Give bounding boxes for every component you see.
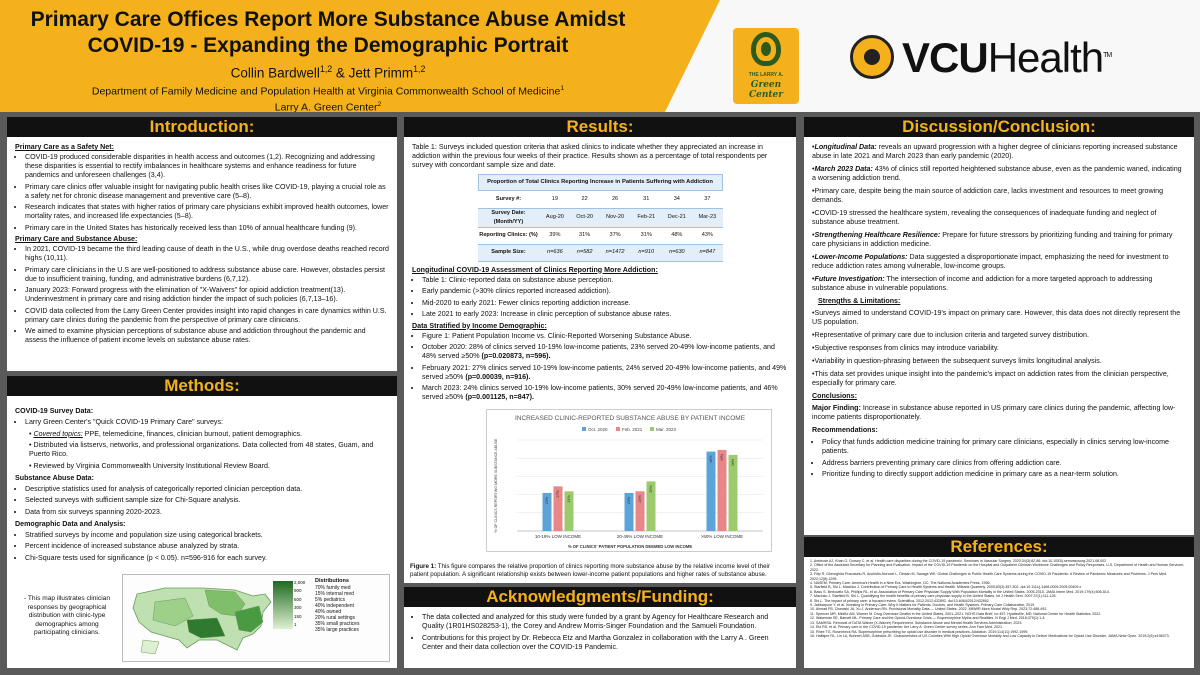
discussion-point-text: COVID-19 stressed the healthcare system, revealing the consequences of inadequate funding and neglect of substance abuse treatment. — [812, 209, 1157, 226]
reference-item: 13. SAMHSA. Removal of DATA Waiver (X-Waiver) Requirement. Substance Abuse and Mental Health Services Administration; 2023. — [810, 620, 1023, 625]
list-item: • Contributions for this project by Dr. Rebecca Etz and Martha Gonzalez in collaboration with the Larry A . Green Center and their data collection over the COVID-19 Pandemic. — [422, 634, 788, 652]
stratified-subheading: Data Stratified by Income Demographic: — [412, 321, 547, 330]
strength-item: •Representative of primary care due to inclusion criteria and targeted survey distribution. — [812, 331, 1089, 339]
list-item: • January 2023: Forward progress with the elimination of "X-Waivers" for opioid addiction treatment(13). Underinvestment in primary care and rising addiction hinder the impact of such policies (6,7,13–16). — [25, 286, 389, 304]
chart-title: INCREASED CLINIC-REPORTED SUBSTANCE ABUSE BY PATIENT INCOME — [514, 415, 746, 422]
x-tick-label: 10-19% LOW INCOME — [534, 534, 582, 539]
list-item: • February 2021: 27% clinics served 10-19% low-income patients, 24% served 20-49% low-income patients, and 49% served ≥50% (p=0.00039, n=916). — [422, 364, 788, 382]
discussion-panel — [804, 117, 1194, 535]
legend-label: Oct. 2020 — [588, 427, 608, 432]
list-item: • Research indicates that states with higher ratios of primary care physicians exhibit improved health outcomes, lower mortality rates, and increased life expectancies (5–8). — [25, 203, 389, 221]
reference-item: 8. Shi L. The impact of primary care: a focused review. Scientifica. 2012;2012:432892. doi:10.6064/2012/432892 — [810, 598, 989, 603]
strength-item-text: Surveys aimed to understand COVID-19's impact on primary care. However, this data does not directly represent the US population. — [812, 309, 1181, 326]
table-cell: n=910 — [631, 244, 661, 261]
affiliation-1: Department of Family Medicine and Population Health at Virginia Commonwealth School of Medicine$^1$ — [91, 84, 565, 97]
list-item: • Address barriers preventing primary care clinics from offering addiction care. — [822, 459, 1186, 468]
references-list — [804, 557, 1194, 640]
table-row — [478, 227, 723, 244]
x-axis-label: % OF CLINICS' PATIENT POPULATION DEEMED LOW INCOME — [567, 544, 693, 549]
discussion-point-text: Data suggested a disproportionate impact, emphasizing the need for investment to reduce addiction rates among vulnerable, low-income groups. — [812, 253, 1169, 270]
reference-item: 10. Ahmad FB, Cisewski JA, Xu J, Anderson RN. Provisional Mortality Data — United States, 2022. MMWR Morb Mortal Wkly Rep. 2023;72:488-492. — [810, 607, 1048, 612]
acknowledgments-panel — [404, 587, 796, 668]
header-gold-angle — [665, 0, 720, 112]
table-cell: Mar-23 — [692, 208, 722, 227]
table-row-label: Sample Size: — [478, 244, 540, 261]
reference-item: 12. Wakeman SE, Barnett ML. Primary Care and the Opioid-Overdose Crisis — Buprenorphine Myths and Realities. N Engl J Med. 2018;379(1):1-4. — [810, 616, 1046, 621]
table-cell: 31% — [631, 227, 661, 244]
list-item: • Table 1: Clinic-reported data on substance abuse perception. — [422, 276, 788, 285]
map-scale-labels: 2,000 900 600 300 150 1 — [294, 580, 306, 628]
list-item: • Primary care clinicians in the U.S are well-positioned to address substance abuse care. However, obstacles persist due to insufficient training, funding, and administrative burdens (6,7,12). — [25, 266, 389, 284]
legend-label: Mar. 2023 — [656, 427, 677, 432]
list-item: • In 2021, COVID-19 became the third leading cause of death in the U.S., while drug overdose deaths reached record highs (10,11). — [25, 245, 389, 263]
list-item: • Reviewed by Virginia Commonwealth University Institutional Review Board. — [29, 462, 389, 471]
reference-item: 2. Office of the Assistant Secretary for Planning and Evaluation. Impact of the COVID-19 Pandemic on the Hospital and Outpatient Clinician Workforce Challenges and Policy Responses. U.S. Department of Health and Human Services; 2022. — [810, 563, 1184, 572]
affiliation-2: Larry A. Green Center$^2$ — [274, 101, 382, 112]
strength-item: •Surveys aimed to understand COVID-19's impact on primary care. However, this data does not directly represent the US population. — [812, 309, 1181, 326]
legend-label: Feb. 2021 — [622, 427, 643, 432]
strength-item: •Variability in question-phrasing between the subsequent surveys limits longitudinal analysis. — [812, 357, 1102, 365]
discussion-point: •Strengthening Healthcare Resilience: Prepare for future stressors by prioritizing funding and training for primary care physicians in addiction medicine. — [812, 231, 1173, 248]
list-item: • Mid-2020 to early 2021: Fewer clinics reporting addiction increase. — [422, 299, 788, 308]
methods-subheading-demographic: Demographic Data and Analysis: — [15, 519, 126, 528]
strength-item-text: This data set provides unique insight into the pandemic's impact on addiction rates from the clinician perspective, especially for primary care. — [812, 370, 1169, 387]
discussion-point: •Lower-Income Populations: Data suggested a disproportionate impact, emphasizing the need for investment to reduce addiction rates among vulnerable, low-income groups. — [812, 253, 1169, 270]
methods-subheading-survey: COVID-19 Survey Data: — [15, 407, 94, 415]
list-item: • COVID data collected from the Larry Green Center provides insight into rapid changes in care dynamics within U.S. primary care clinics during the pandemic from the perspective of primary care clinicians. — [25, 307, 389, 325]
list-item: • We aimed to examine physician perceptions of substance abuse and addiction throughout the pandemic and assess the influence of patient income levels on substance abuse rates. — [25, 327, 389, 345]
table-cell: Aug-20 — [540, 208, 571, 227]
table-cell: 39% — [540, 227, 571, 244]
results-panel — [404, 117, 796, 583]
table-row-label: Survey Date: (Month/YY) — [478, 208, 540, 227]
figure-1-caption: Figure 1: This figure compares the relative proportion of clinics reporting more substance abuse by the relative income level of their patient population. A significant relationship exists between lower-income patient populations and higher rates of substance abuse. — [410, 563, 770, 578]
author-2: Jett Primm — [348, 65, 414, 81]
y-axis-label: % OF CLINICS REPORTING MORE SUBSTANCE ABUSE — [494, 438, 498, 533]
intro-subheading-safety-net: Primary Care as a Safety Net: — [15, 143, 114, 151]
bar-data-label: 23% — [545, 496, 549, 505]
table-title: Proportion of Total Clinics Reporting Increase in Patients Suffering with Addiction — [478, 174, 723, 191]
table-cell: n=636 — [540, 244, 571, 261]
strength-item: •This data set provides unique insight into the pandemic's impact on addiction rates from the clinician perspective, especially for primary care. — [812, 370, 1169, 387]
discussion-point: •March 2023 Data: 43% of clinics still reported heightened substance abuse, even as the pandemic waned, indicating a worsening addiction trend. — [812, 165, 1182, 182]
bar-data-label: 30% — [649, 485, 653, 493]
poster-header — [0, 0, 1200, 112]
reference-item: 7. Macinko J, Starfield B, Shi L. Quantifying the health benefits of primary care physician supply in the United States. Int J Health Serv. 2007;37(1):111-126. — [810, 594, 1057, 599]
table-cell: n=1472 — [599, 244, 631, 261]
strengths-subheading: Strengths & Limitations: — [818, 297, 901, 305]
bar-data-label: 24% — [638, 495, 642, 503]
table-cell: n=847 — [692, 244, 722, 261]
table-cell: 37% — [599, 227, 631, 244]
reference-item: 6. Basu S, Berkowitz SA, Phillips RL, et al. Association of Primary Care Physician Supply With Population Mortality in the United States, 2005-2015. JAMA Intern Med. 2019;179(4):506-514. — [810, 589, 1110, 594]
list-item: • Early pandemic (>30% clinics reported increased addiction). — [422, 287, 788, 296]
table-cell: 31 — [631, 191, 661, 208]
discussion-point: •Future Investigation: The intersection of income and addiction for a more targeted approach to addressing substance abuse in vulnerable populations. — [812, 275, 1153, 292]
poster-title-line1: Primary Care Offices Report More Substance Abuse Amidst — [30, 8, 626, 31]
bar-data-label: 23% — [627, 496, 631, 505]
bar-data-label: 46% — [731, 458, 735, 467]
list-item: • March 2023: 24% clinics served 10-19% low-income patients, 30% served 20-49% low-income patients, and 46% served ≥50% (p=0.001125, n=847). — [422, 384, 788, 402]
map-caption: - This map illustrates clinician responses by geographical distribution with clinic-type demographics among participating clinicians. — [24, 595, 110, 636]
reference-item: 5. Starfield B, Shi L, Macinko J. Contribution of Primary Care to Health Systems and Health. Milbank Quarterly. 2005;83(3):457-502. doi:10.1111/j.1468-0009.2005.00409.x — [810, 585, 1082, 590]
list-item: • Primary care in the United States has historically received less than 10% of annual healthcare funding (9). — [25, 224, 389, 233]
discussion-point-text: 43% of clinics still reported heightened substance abuse, even as the pandemic waned, indicating a worsening addiction trend. — [812, 165, 1182, 182]
list-item: • Stratified surveys by income and population size using categorical brackets. — [25, 531, 389, 540]
methods-subheading-substance: Substance Abuse Data: — [15, 473, 94, 482]
author-1: Collin Bardwell — [230, 65, 320, 81]
list-item: • Chi-Square tests used for significance (p < 0.05). n=596-916 for each survey. — [25, 554, 389, 563]
discussion-point-text: Primary care, despite being the main source of addiction care, lacks investment and resources to meet growing demands. — [812, 187, 1164, 204]
reference-item: 3. Filip R, Gheorghita Puscaselu R, Anchidin-Norocel L, Dimian M, Savage WK. Global Challenges to Public Health Care Systems during the COVID-19 Pandemic: A Review of Pandemic Measures and Problems. J Pers Med. 2022;12(8):1295. — [810, 572, 1167, 581]
table-row — [478, 191, 723, 208]
list-item: • Primary care clinics offer valuable insight for navigating public health crises like COVID-19, playing a crucial role as a safety net for chronic disease management and preventive care (5–8). — [25, 183, 389, 201]
reference-item: 14. Etz RS, et al. Primary care in the COVID-19 pandemic: the Larry A. Green Center survey series. Ann Fam Med. 2021. — [810, 625, 1003, 630]
us-map-figure — [122, 574, 390, 662]
discussion-point-lead: Future Investigation: — [814, 275, 885, 283]
discussion-point-lead: Lower-Income Populations: — [814, 253, 908, 261]
figure-1-chart — [486, 409, 772, 552]
list-item: • Selected surveys with sufficient sample size for Chi-Square analysis. — [25, 496, 389, 505]
references-panel — [804, 537, 1194, 668]
references-heading: References: — [804, 537, 1194, 557]
table-cell: n=630 — [661, 244, 692, 261]
intro-subheading-substance-abuse: Primary Care and Substance Abuse: — [15, 235, 138, 243]
list-item: • The data collected and analyzed for this study were funded by a grant by Agency for Healthcare Research and Quality (1R01HS028253-1), the Corey and Andrew Morris-Singer Foundation and the Samueli Foundation. — [422, 613, 788, 631]
reference-item: 16. Haffajee RL, Lin LA, Bohnert ASB, Goldstick JE. Characteristics of US Counties With High Opioid Overdose Mortality and Low Capacity to Deliver Medications for Opioid Use Disorder. JAMA Netw Open. 2019;2(6):e196373. — [810, 633, 1170, 638]
discussion-point-text: The intersection of income and addiction for a more targeted approach to addressing substance abuse in vulnerable populations. — [812, 275, 1153, 292]
results-heading: Results: — [404, 117, 796, 137]
table-cell: Oct-20 — [570, 208, 599, 227]
map-legend: Distributions 70% family med 15% internal med 5% pediatrics 40% independent 40% owned 20% rural settings 35% small practices 35% large practices — [315, 578, 360, 633]
table-row-label: Reporting Clinics: (%) — [478, 227, 540, 244]
intro-list-1 — [15, 153, 389, 233]
table-cell: 31% — [570, 227, 599, 244]
discussion-heading: Discussion/Conclusion: — [804, 117, 1194, 137]
strength-item-text: Variability in question-phrasing between the subsequent surveys limits longitudinal analysis. — [814, 357, 1102, 365]
table-cell: Feb-21 — [631, 208, 661, 227]
vcu-health-logo: VCUHealth™ — [850, 35, 1190, 79]
list-item: • COVID-19 produced considerable disparities in health access and outcomes (1,2). Recognizing and addressing these disparities is essential to rectify imbalances in healthcare systems and enhance readiness for future pandemics and unforeseen challenges (3,4). — [25, 153, 389, 180]
intro-list-2 — [15, 245, 389, 345]
conclusions-subheading: Conclusions: — [812, 392, 857, 400]
discussion-point-lead: Strengthening Healthcare Resilience: — [814, 231, 941, 239]
discussion-point-lead: Longitudinal Data: — [814, 143, 877, 151]
table-cell: 19 — [540, 191, 571, 208]
vcu-seal-icon — [850, 35, 894, 79]
discussion-point-text: reveals an upward progression with a higher degree of clinicians reporting increased substance abuse in late 2021 and March 2023 than early pandemic (2020). — [812, 143, 1178, 160]
list-item: • Larry Green Center's "Quick COVID-19 Primary Care" surveys: — [25, 418, 389, 427]
table-row — [478, 244, 723, 261]
table-cell: 43% — [692, 227, 722, 244]
bar-data-label: 49% — [720, 453, 724, 462]
table-cell: Dec-21 — [661, 208, 692, 227]
reference-item: 9. Jabbarpour Y, et al. Investing in Primary Care: Why It Matters for Patients, Doctors, and Health Systems. Primary Care Collaborative; 2019. — [810, 603, 1036, 608]
strength-item-text: Subjective responses from clinics may introduce variability. — [814, 344, 999, 352]
strength-item: •Subjective responses from clinics may introduce variability. — [812, 344, 999, 352]
table-caption: Table 1: Surveys included question criteria that asked clinics to indicate whether they appreciated an increase in addiction within the previous four weeks of their practice. Results shown as a percentage of total respondents per survey with concordant sample size and date. — [412, 143, 768, 169]
reference-item: 1. Ambrose AJ, Khan O, Dorsey C, et al. Health care disparities during the COVID-19 pandemic. Seminars in Vascular Surgery. 2020;34(3):82-86. doi:10.1053/j.semvascsurg.2021.08.002 — [810, 559, 1107, 563]
poster-title-block — [8, 7, 648, 112]
major-finding: Major Finding: Increase in substance abuse reported in US primary care clinics during the pandemic, affecting low-income patients disproportionately. — [812, 404, 1176, 421]
us-map-icon — [125, 576, 275, 662]
methods-panel — [7, 376, 397, 668]
table-cell: 37 — [692, 191, 722, 208]
longitudinal-subheading: Longitudinal COVID-19 Assessment of Clinics Reporting More Addiction: — [412, 265, 658, 274]
table-cell: 34 — [661, 191, 692, 208]
reference-item: 11. Spencer MR, Miniño AM, Warner M. Drug Overdose Deaths in the United States, 2001–2021. NCHS Data Brief, no 457. Hyattsville, MD: National Center for Health Statistics; 2022. — [810, 611, 1102, 616]
list-item: • Policy that funds addiction medicine training for primary care clinicians, especially in clinics serving low-income patients. — [822, 438, 1186, 456]
list-item: • October 2020: 28% of clinics served 10-19% low-income patients, 23% served 20-49% low-income patients, and 48% served ≥50% (p=0.020873, n=596). — [422, 343, 788, 361]
bar-data-label: 27% — [556, 490, 560, 498]
table-cell: Nov-20 — [599, 208, 631, 227]
table-row-label: Survey #: — [478, 191, 540, 208]
methods-heading: Methods: — [7, 376, 397, 396]
legend-swatch — [582, 427, 586, 431]
discussion-point: •Primary care, despite being the main source of addiction care, lacks investment and resources to meet growing demands. — [812, 187, 1164, 204]
results-table — [478, 174, 723, 262]
list-item: • Percent incidence of increased substance abuse analyzed by strata. — [25, 542, 389, 551]
discussion-point-text: Prepare for future stressors by prioritizing funding and training for primary care physicians in addiction medicine. — [812, 231, 1173, 248]
x-tick-label: 20-49% LOW INCOME — [616, 534, 664, 539]
list-item: • Prioritize funding to directly support addiction medicine in primary care as a near-term solution. — [822, 470, 1186, 479]
recommendations-subheading: Recommendations: — [812, 426, 878, 434]
bar-chart-svg — [487, 410, 773, 553]
list-item: • Late 2021 to early 2023: Increase in clinic perception of substance abuse rates. — [422, 310, 788, 319]
introduction-panel — [7, 117, 397, 371]
list-item: • Distributed via listservs, networks, and professional organizations. Data collected from 48 states, Guam, and Puerto Rico. — [29, 441, 389, 459]
reference-item: 15. Rhee TG, Rosenheck RA. Buprenorphine prescribing for opioid use disorder in medical practices. Addiction. 2019;114(11):1992-1999. — [810, 629, 1029, 634]
bar-data-label: 24% — [567, 495, 571, 503]
table-cell: 22 — [570, 191, 599, 208]
table-cell: 48% — [661, 227, 692, 244]
list-item: • Figure 1: Patient Population Income vs. Clinic-Reported Worsening Substance Abuse. — [422, 332, 788, 341]
introduction-heading: Introduction: — [7, 117, 397, 137]
bar-data-label: 48% — [709, 455, 713, 463]
discussion-point: •Longitudinal Data: reveals an upward progression with a higher degree of clinicians reporting increased substance abuse in late 2021 and March 2023 than early pandemic (2020). — [812, 143, 1178, 160]
legend-swatch — [616, 427, 620, 431]
map-scale-bar — [273, 581, 293, 629]
discussion-point-lead: March 2023 Data: — [814, 165, 873, 173]
acknowledgments-heading: Acknowledgments/Funding: — [404, 587, 796, 607]
list-item: • Covered topics: PPE, telemedicine, finances, clinician burnout, patient demographics. — [29, 430, 389, 439]
authors: Collin Bardwell$^{1,2}$ & Jett Primm$^{1,2}$ — [230, 64, 426, 81]
strength-item-text: Representative of primary care due to inclusion criteria and targeted survey distribution. — [814, 331, 1089, 339]
list-item: • Descriptive statistics used for analysis of categorically reported clinician perception data. — [25, 485, 389, 494]
reference-item: 4. NASEM. Primary Care: America's Health in a New Era. Washington, DC: The National Academies Press; 1996. — [810, 581, 991, 586]
discussion-point: •COVID-19 stressed the healthcare system, revealing the consequences of inadequate funding and neglect of substance abuse treatment. — [812, 209, 1157, 226]
poster-title-line2: COVID-19 - Expanding the Demographic Portrait — [87, 34, 569, 57]
x-tick-label: >50% LOW INCOME — [700, 534, 744, 539]
green-center-logo: THE LARRY A. Green Center — [733, 28, 799, 104]
table-cell: 26 — [599, 191, 631, 208]
list-item: • Data from six surveys spanning 2020-2023. — [25, 508, 389, 517]
table-cell: n=582 — [570, 244, 599, 261]
legend-swatch — [650, 427, 654, 431]
table-row — [478, 208, 723, 227]
